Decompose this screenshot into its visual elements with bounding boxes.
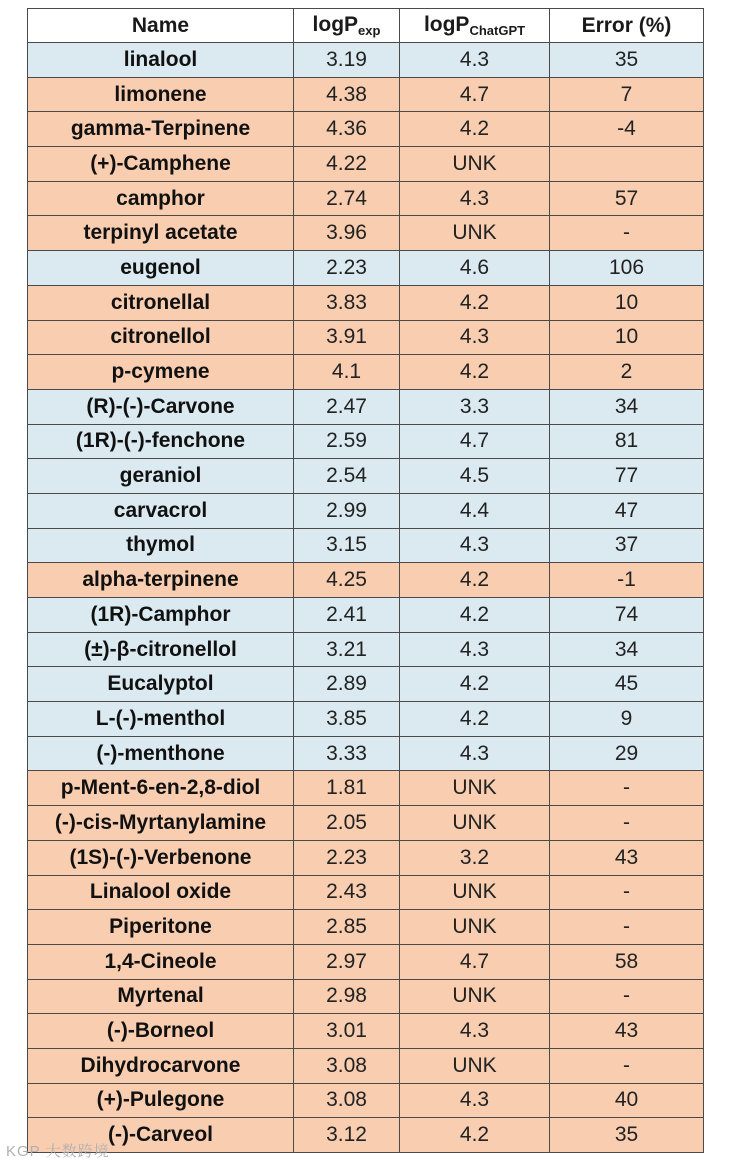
- table-row: [28, 1048, 704, 1083]
- header-logp-chatgpt: [400, 9, 550, 43]
- compound-name-cell: gamma-Terpinene: [28, 112, 294, 147]
- logp-chatgpt-cell: 4.7: [400, 424, 550, 459]
- error-cell: -1: [550, 563, 704, 598]
- logp-exp-cell: 3.96: [294, 216, 400, 251]
- logp-exp-cell: 2.54: [294, 459, 400, 494]
- error-cell: 58: [550, 944, 704, 979]
- logp-exp-cell: 3.08: [294, 1083, 400, 1118]
- compound-name-cell: (1R)-(-)-fenchone: [28, 424, 294, 459]
- error-cell: 34: [550, 389, 704, 424]
- table-row: [28, 771, 704, 806]
- error-cell: -: [550, 771, 704, 806]
- table-row: [28, 389, 704, 424]
- table-row: [28, 1014, 704, 1049]
- table-row: [28, 702, 704, 737]
- logp-exp-cell: 2.23: [294, 251, 400, 286]
- compound-name-cell: (-)-cis-Myrtanylamine: [28, 806, 294, 841]
- logp-exp-cell: 2.05: [294, 806, 400, 841]
- header-logp-exp: [294, 9, 400, 43]
- logp-exp-cell: 3.21: [294, 632, 400, 667]
- table-row: [28, 598, 704, 633]
- compound-name-cell: (1R)-Camphor: [28, 598, 294, 633]
- logp-chatgpt-cell: UNK: [400, 806, 550, 841]
- compound-name-cell: Myrtenal: [28, 979, 294, 1014]
- error-cell: 81: [550, 424, 704, 459]
- header-logp-chatgpt-main: logP: [423, 13, 470, 36]
- logp-comparison-table: [27, 8, 704, 1153]
- logp-exp-cell: 2.99: [294, 493, 400, 528]
- error-cell: -: [550, 875, 704, 910]
- error-cell: 40: [550, 1083, 704, 1118]
- error-cell: 10: [550, 320, 704, 355]
- logp-chatgpt-cell: 4.6: [400, 251, 550, 286]
- error-cell: 34: [550, 632, 704, 667]
- compound-name-cell: p-Ment-6-en-2,8-diol: [28, 771, 294, 806]
- logp-exp-cell: 2.41: [294, 598, 400, 633]
- logp-exp-cell: 4.1: [294, 355, 400, 390]
- error-cell: 29: [550, 736, 704, 771]
- compound-name-cell: (R)-(-)-Carvone: [28, 389, 294, 424]
- logp-chatgpt-cell: 4.2: [400, 1118, 550, 1153]
- error-cell: 9: [550, 702, 704, 737]
- logp-chatgpt-cell: 4.3: [400, 320, 550, 355]
- logp-exp-cell: 3.15: [294, 528, 400, 563]
- table-body: [28, 43, 704, 1153]
- table-row: [28, 112, 704, 147]
- table-row: [28, 1083, 704, 1118]
- logp-chatgpt-cell: 4.2: [400, 563, 550, 598]
- logp-chatgpt-cell: 4.2: [400, 667, 550, 702]
- logp-chatgpt-cell: UNK: [400, 910, 550, 945]
- logp-chatgpt-cell: 4.3: [400, 181, 550, 216]
- logp-chatgpt-cell: 4.7: [400, 944, 550, 979]
- compound-name-cell: thymol: [28, 528, 294, 563]
- compound-name-cell: camphor: [28, 181, 294, 216]
- compound-name-cell: Eucalyptol: [28, 667, 294, 702]
- logp-exp-cell: 3.83: [294, 285, 400, 320]
- logp-chatgpt-cell: 4.2: [400, 702, 550, 737]
- table-row: [28, 736, 704, 771]
- logp-chatgpt-cell: 3.2: [400, 840, 550, 875]
- compound-name-cell: 1,4-Cineole: [28, 944, 294, 979]
- compound-name-cell: geraniol: [28, 459, 294, 494]
- logp-chatgpt-cell: 4.3: [400, 1083, 550, 1118]
- header-name: Name: [28, 9, 294, 43]
- logp-exp-cell: 3.85: [294, 702, 400, 737]
- compound-name-cell: terpinyl acetate: [28, 216, 294, 251]
- table-row: [28, 285, 704, 320]
- compound-name-cell: citronellol: [28, 320, 294, 355]
- table-row: [28, 944, 704, 979]
- compound-name-cell: (+)-Camphene: [28, 147, 294, 182]
- error-cell: 2: [550, 355, 704, 390]
- table-row: [28, 875, 704, 910]
- logp-exp-cell: 2.43: [294, 875, 400, 910]
- table-row: [28, 1118, 704, 1153]
- header-logp-exp-sub: exp: [358, 23, 381, 38]
- logp-chatgpt-cell: 4.5: [400, 459, 550, 494]
- compound-name-cell: Linalool oxide: [28, 875, 294, 910]
- error-cell: 77: [550, 459, 704, 494]
- table-row: [28, 493, 704, 528]
- error-cell: 45: [550, 667, 704, 702]
- error-cell: -: [550, 910, 704, 945]
- compound-name-cell: linalool: [28, 43, 294, 78]
- compound-name-cell: (-)-menthone: [28, 736, 294, 771]
- logp-exp-cell: 2.97: [294, 944, 400, 979]
- logp-chatgpt-cell: 4.2: [400, 112, 550, 147]
- error-cell: 35: [550, 1118, 704, 1153]
- header-error: Error (%): [550, 9, 704, 43]
- error-cell: -: [550, 806, 704, 841]
- error-cell: 37: [550, 528, 704, 563]
- table-row: [28, 216, 704, 251]
- logp-exp-cell: 2.85: [294, 910, 400, 945]
- error-cell: -4: [550, 112, 704, 147]
- logp-chatgpt-cell: UNK: [400, 875, 550, 910]
- logp-chatgpt-cell: UNK: [400, 147, 550, 182]
- logp-exp-cell: 2.47: [294, 389, 400, 424]
- compound-name-cell: (+)-Pulegone: [28, 1083, 294, 1118]
- compound-name-cell: L-(-)-menthol: [28, 702, 294, 737]
- logp-chatgpt-cell: 4.2: [400, 598, 550, 633]
- header-logp-exp-main: logP: [312, 13, 359, 36]
- watermark: KGP 大数跨境: [6, 1143, 110, 1160]
- error-cell: 47: [550, 493, 704, 528]
- error-cell: 10: [550, 285, 704, 320]
- logp-chatgpt-cell: 4.2: [400, 285, 550, 320]
- error-cell: 35: [550, 43, 704, 78]
- error-cell: -: [550, 216, 704, 251]
- error-cell: -: [550, 979, 704, 1014]
- logp-exp-cell: 4.25: [294, 563, 400, 598]
- compound-name-cell: carvacrol: [28, 493, 294, 528]
- table-row: [28, 667, 704, 702]
- logp-exp-cell: 3.91: [294, 320, 400, 355]
- table-row: [28, 147, 704, 182]
- compound-name-cell: eugenol: [28, 251, 294, 286]
- compound-name-cell: (-)-Carveol: [28, 1118, 294, 1153]
- table-row: [28, 563, 704, 598]
- logp-exp-cell: 3.01: [294, 1014, 400, 1049]
- logp-chatgpt-cell: 3.3: [400, 389, 550, 424]
- logp-exp-cell: 3.12: [294, 1118, 400, 1153]
- table-row: [28, 355, 704, 390]
- logp-exp-cell: 2.59: [294, 424, 400, 459]
- compound-name-cell: Piperitone: [28, 910, 294, 945]
- logp-exp-cell: 2.89: [294, 667, 400, 702]
- logp-chatgpt-cell: 4.3: [400, 43, 550, 78]
- compound-name-cell: (-)-Borneol: [28, 1014, 294, 1049]
- error-cell: 7: [550, 77, 704, 112]
- compound-name-cell: citronellal: [28, 285, 294, 320]
- logp-exp-cell: 3.33: [294, 736, 400, 771]
- logp-exp-cell: 4.38: [294, 77, 400, 112]
- error-cell: 74: [550, 598, 704, 633]
- logp-exp-cell: 4.22: [294, 147, 400, 182]
- logp-exp-cell: 2.98: [294, 979, 400, 1014]
- error-cell: -: [550, 1048, 704, 1083]
- table-row: [28, 840, 704, 875]
- compound-name-cell: alpha-terpinene: [28, 563, 294, 598]
- logp-chatgpt-cell: UNK: [400, 771, 550, 806]
- logp-exp-cell: 4.36: [294, 112, 400, 147]
- logp-chatgpt-cell: UNK: [400, 216, 550, 251]
- logp-chatgpt-cell: 4.2: [400, 355, 550, 390]
- table-row: [28, 806, 704, 841]
- compound-name-cell: limonene: [28, 77, 294, 112]
- table-row: [28, 320, 704, 355]
- error-cell: 43: [550, 840, 704, 875]
- logp-chatgpt-cell: 4.3: [400, 736, 550, 771]
- table-header-row: [28, 9, 704, 43]
- logp-chatgpt-cell: 4.3: [400, 1014, 550, 1049]
- table-row: [28, 43, 704, 78]
- error-cell: 57: [550, 181, 704, 216]
- table-row: [28, 251, 704, 286]
- logp-exp-cell: 1.81: [294, 771, 400, 806]
- table-row: [28, 459, 704, 494]
- table-row: [28, 910, 704, 945]
- error-cell: 43: [550, 1014, 704, 1049]
- logp-chatgpt-cell: 4.4: [400, 493, 550, 528]
- compound-name-cell: p-cymene: [28, 355, 294, 390]
- table-row: [28, 632, 704, 667]
- logp-exp-cell: 3.08: [294, 1048, 400, 1083]
- logp-chatgpt-cell: UNK: [400, 1048, 550, 1083]
- table-row: [28, 979, 704, 1014]
- logp-exp-cell: 2.23: [294, 840, 400, 875]
- logp-chatgpt-cell: UNK: [400, 979, 550, 1014]
- compound-name-cell: (1S)-(-)-Verbenone: [28, 840, 294, 875]
- logp-exp-cell: 3.19: [294, 43, 400, 78]
- table-row: [28, 424, 704, 459]
- compound-name-cell: (±)-β-citronellol: [28, 632, 294, 667]
- compound-name-cell: Dihydrocarvone: [28, 1048, 294, 1083]
- logp-chatgpt-cell: 4.3: [400, 632, 550, 667]
- error-cell: [550, 147, 704, 182]
- logp-exp-cell: 2.74: [294, 181, 400, 216]
- logp-chatgpt-cell: 4.7: [400, 77, 550, 112]
- logp-chatgpt-cell: 4.3: [400, 528, 550, 563]
- table-row: [28, 77, 704, 112]
- header-logp-chatgpt-sub: ChatGPT: [469, 23, 526, 38]
- table-row: [28, 181, 704, 216]
- error-cell: 106: [550, 251, 704, 286]
- table-row: [28, 528, 704, 563]
